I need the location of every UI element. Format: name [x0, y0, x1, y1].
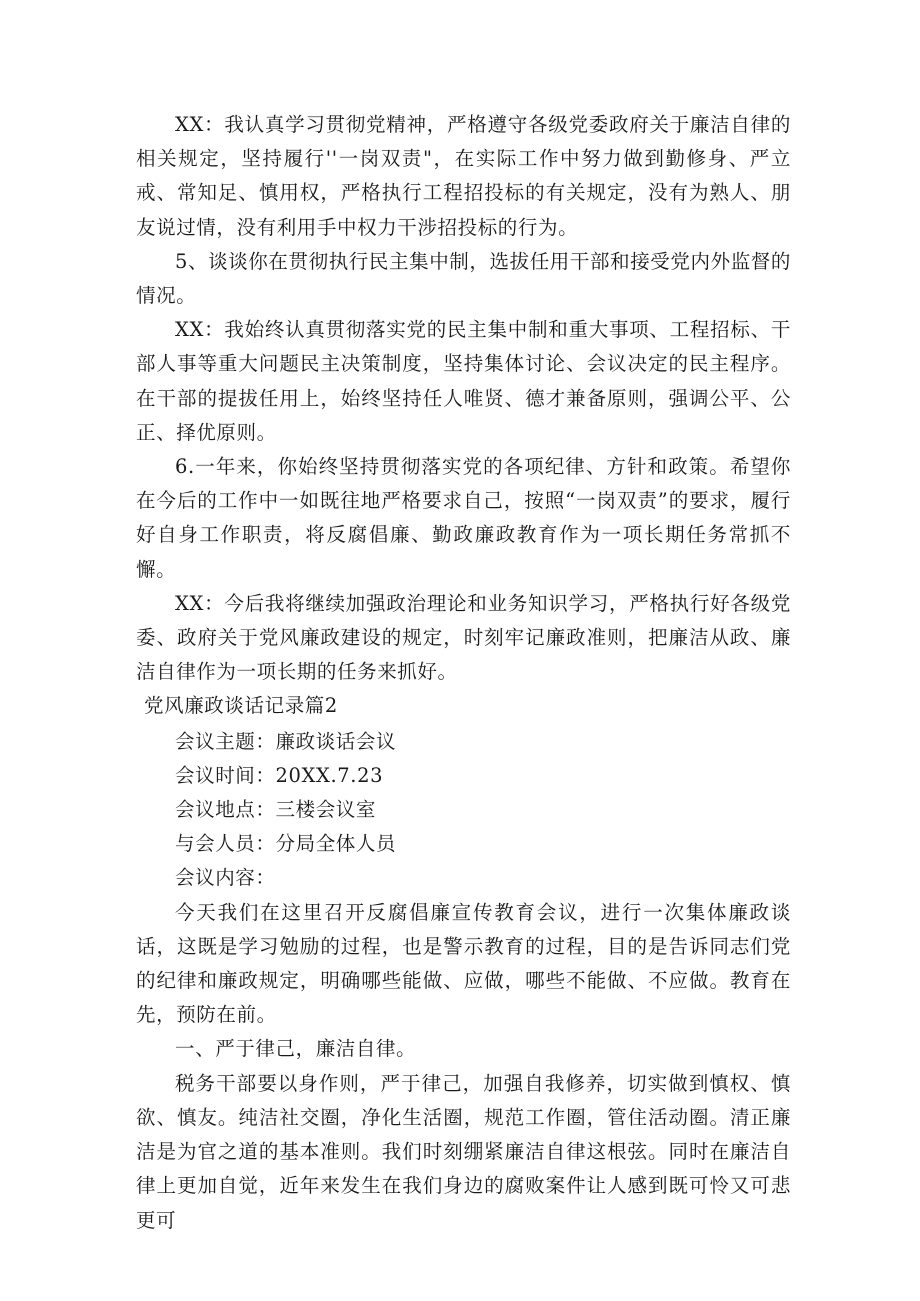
meeting-time: 会议时间：20XX.7.23 [175, 763, 384, 787]
meeting-location: 会议地点：三楼会议室 [175, 798, 377, 822]
heading-self-discipline: 一、严于律己，廉洁自律。 [175, 1037, 417, 1061]
meeting-topic: 会议主题：廉政谈话会议 [175, 729, 397, 753]
question-6: 6.一年来，你始终坚持贯彻落实党的各项纪律、方针和政策。希望你在今后的工作中一如既往地严格要求自己，按照“一岗双责”的要求，履行好自身工作职责，将反腐倡廉、勤政廉政教育作为一项长期任务常抓不懈。 [136, 455, 791, 581]
section-title: 党风廉政谈话记录篇2 [144, 694, 338, 718]
document-body [136, 108, 791, 1238]
paragraph-xx-future-commitment: XX：今后我将继续加强政治理论和业务知识学习，严格执行好各级党委、政府关于党风廉政建设的规定，时刻牢记廉政准则，把廉洁从政、廉洁自律作为一项长期的任务来抓好。 [136, 591, 791, 684]
paragraph-meeting-intro: 今天我们在这里召开反腐倡廉宣传教育会议，进行一次集体廉政谈话，这既是学习勉励的过程，也是警示教育的过程，目的是告诉同志们党的纪律和廉政规定，明确哪些能做、应做，哪些不能做、不应做。教育在先，预防在前。 [136, 900, 791, 1027]
paragraph-self-discipline: 税务干部要以身作则，严于律己，加强自我修养，切实做到慎权、慎欲、慎友。纯洁社交圈，净化生活圈，规范工作圈，管住活动圈。清正廉洁是为官之道的基本准则。我们时刻绷紧廉洁自律这根弦。同时在廉洁自律上更加自觉，近年来发生在我们身边的腐败案件让人感到既可怜又可悲更可 [136, 1071, 791, 1232]
paragraph-xx-integrity-statement: XX：我认真学习贯彻党精神，严格遵守各级党委政府关于廉洁自律的相关规定，坚持履行''一岗双责"，在实际工作中努力做到勤修身、严立戒、常知足、慎用权，严格执行工程招投标的有关规定，没有为熟人、朋友说过情，没有利用手中权力干涉招投标的行为。 [136, 113, 791, 239]
question-5: 5、谈谈你在贯彻执行民主集中制，选拔任用干部和接受党内外监督的情况。 [136, 249, 792, 308]
paragraph-xx-democratic-centralism: XX：我始终认真贯彻落实党的民主集中制和重大事项、工程招标、干部人事等重大问题民主决策制度，坚持集体讨论、会议决定的民主程序。在干部的提拔任用上，始终坚持任人唯贤、德才兼备原则，强调公平、公正、择优原则。 [136, 318, 791, 444]
meeting-attendees: 与会人员：分局全体人员 [175, 832, 397, 856]
meeting-content-label: 会议内容： [175, 866, 276, 890]
